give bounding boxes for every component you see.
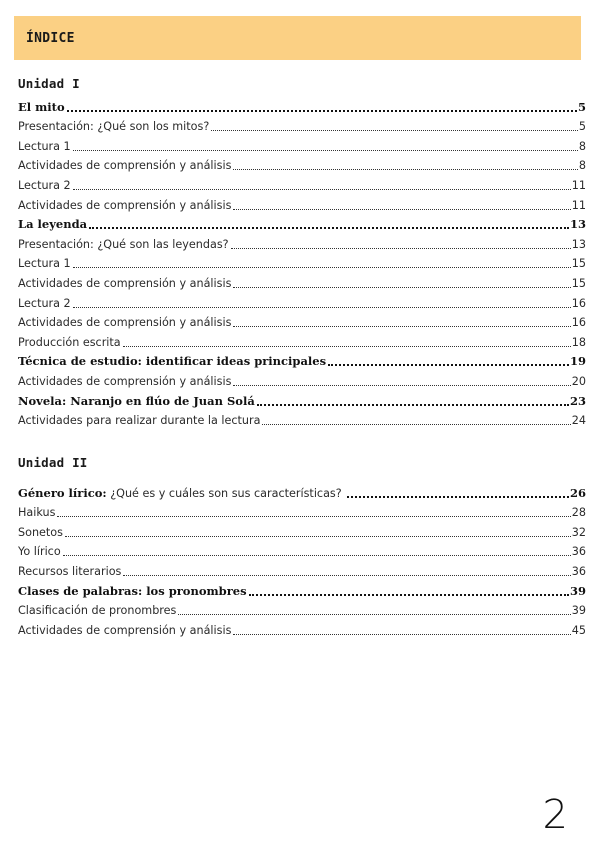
dot-leader <box>211 130 578 131</box>
dot-leader <box>67 110 577 112</box>
toc-entry[interactable] <box>18 271 586 291</box>
toc-entry[interactable] <box>18 154 586 174</box>
toc-entry[interactable] <box>18 173 586 193</box>
toc-entry[interactable] <box>18 252 586 272</box>
toc-entry-page: 16 <box>571 316 586 330</box>
dot-leader <box>249 594 569 596</box>
dot-leader <box>89 227 569 229</box>
toc-entry-label: La leyenda <box>18 217 88 232</box>
toc-entry[interactable] <box>18 213 586 233</box>
toc-entry[interactable] <box>18 389 586 409</box>
toc-entry-page: 36 <box>571 564 586 578</box>
dot-leader <box>233 287 570 288</box>
toc-entry[interactable] <box>18 330 586 350</box>
toc-entry-page: 39 <box>571 604 586 618</box>
dot-leader <box>233 326 570 327</box>
toc-entry-label: Actividades de comprensión y análisis <box>18 198 232 212</box>
toc-entry-page: 20 <box>571 374 586 388</box>
toc-entry-page: 13 <box>569 217 586 232</box>
dot-leader <box>328 364 569 366</box>
dot-leader <box>262 424 570 425</box>
toc-entry-page: 26 <box>569 485 586 500</box>
toc-entry-label: Yo lírico <box>18 545 61 559</box>
toc-entry-label: Lectura 1 <box>18 257 71 271</box>
toc-entry-label-suffix: ¿Qué es y cuáles son sus características? <box>106 486 346 500</box>
toc-entry-page: 5 <box>577 99 586 114</box>
toc-entry[interactable] <box>18 311 586 331</box>
toc-entry[interactable] <box>18 232 586 252</box>
toc-entry[interactable] <box>18 291 586 311</box>
toc-entry-label: Actividades de comprensión y análisis <box>18 276 232 290</box>
index-title: ÍNDICE <box>26 30 75 46</box>
dot-leader <box>257 404 569 406</box>
dot-leader <box>73 267 571 268</box>
toc-entry-page: 39 <box>569 583 586 598</box>
toc-entry[interactable] <box>18 579 586 599</box>
dot-leader <box>73 150 578 151</box>
toc-entry-page: 19 <box>569 354 586 369</box>
dot-leader <box>63 555 571 556</box>
toc-entry-page: 5 <box>578 120 586 134</box>
toc-entry-label: Producción escrita <box>18 335 121 349</box>
toc-entry-label: Actividades de comprensión y análisis <box>18 623 232 637</box>
toc-entry-label: El mito <box>18 99 65 114</box>
toc-entry[interactable] <box>18 134 586 154</box>
toc-entry[interactable] <box>18 501 586 521</box>
dot-leader <box>123 346 571 347</box>
toc-entry[interactable] <box>18 618 586 638</box>
unit-2-toc <box>18 481 586 638</box>
dot-leader <box>231 248 571 249</box>
toc-entry-label: Lectura 2 <box>18 178 71 192</box>
toc-entry-label: Clases de palabras: los pronombres <box>18 583 247 598</box>
dot-leader <box>123 575 570 576</box>
toc-entry-label: Novela: Naranjo en flúo de Juan Solá <box>18 393 255 408</box>
toc-entry[interactable] <box>18 193 586 213</box>
toc-entry[interactable] <box>18 540 586 560</box>
toc-entry-label: Actividades de comprensión y análisis <box>18 159 232 173</box>
toc-entry-label: Presentación: ¿Qué son las leyendas? <box>18 237 229 251</box>
unit-1-title: Unidad I <box>18 76 80 91</box>
toc-entry[interactable] <box>18 481 586 501</box>
toc-entry[interactable] <box>18 559 586 579</box>
toc-entry[interactable] <box>18 115 586 135</box>
toc-entry-page: 15 <box>571 276 586 290</box>
toc-entry-page: 8 <box>578 139 586 153</box>
toc-entry-page: 11 <box>571 178 586 192</box>
toc-entry-label: Actividades de comprensión y análisis <box>18 374 232 388</box>
toc-entry-page: 45 <box>571 623 586 637</box>
toc-entry-label: Presentación: ¿Qué son los mitos? <box>18 120 210 134</box>
toc-entry-label: Recursos literarios <box>18 564 122 578</box>
dot-leader <box>347 496 569 498</box>
toc-entry-label: Lectura 2 <box>18 296 71 310</box>
toc-entry-page: 36 <box>571 545 586 559</box>
toc-entry-page: 8 <box>578 159 586 173</box>
dot-leader <box>73 307 571 308</box>
toc-entry-page: 28 <box>571 506 586 520</box>
toc-entry-page: 15 <box>571 257 586 271</box>
toc-entry-label: Haikus <box>18 506 56 520</box>
dot-leader <box>57 516 570 517</box>
toc-entry-page: 23 <box>569 393 586 408</box>
toc-entry-page: 16 <box>571 296 586 310</box>
toc-entry-page: 18 <box>571 335 586 349</box>
toc-entry[interactable] <box>18 95 586 115</box>
dot-leader <box>233 385 570 386</box>
unit-1-toc <box>18 95 586 428</box>
toc-entry-label: Clasificación de pronombres <box>18 604 177 618</box>
toc-entry-label: Género lírico: <box>18 485 107 500</box>
dot-leader <box>73 189 571 190</box>
toc-entry-label: Actividades para realizar durante la lectura <box>18 414 261 428</box>
toc-entry-page: 32 <box>571 525 586 539</box>
dot-leader <box>233 169 577 170</box>
toc-entry-label: Actividades de comprensión y análisis <box>18 316 232 330</box>
toc-entry[interactable] <box>18 409 586 429</box>
toc-entry-page: 11 <box>571 198 586 212</box>
toc-entry[interactable] <box>18 369 586 389</box>
unit-2-title: Unidad II <box>18 455 88 470</box>
toc-entry-label: Lectura 1 <box>18 139 71 153</box>
toc-entry-label: Técnica de estudio: identificar ideas principales <box>18 354 327 369</box>
toc-entry-label: Sonetos <box>18 525 63 539</box>
dot-leader <box>65 536 571 537</box>
toc-entry[interactable] <box>18 599 586 619</box>
dot-leader <box>178 614 570 615</box>
toc-entry-page: 24 <box>571 414 586 428</box>
dot-leader <box>233 634 570 635</box>
dot-leader <box>233 209 570 210</box>
toc-entry[interactable] <box>18 350 586 370</box>
toc-entry-page: 13 <box>571 237 586 251</box>
index-header <box>14 16 581 60</box>
page-number: 2 <box>542 792 568 838</box>
toc-entry[interactable] <box>18 520 586 540</box>
